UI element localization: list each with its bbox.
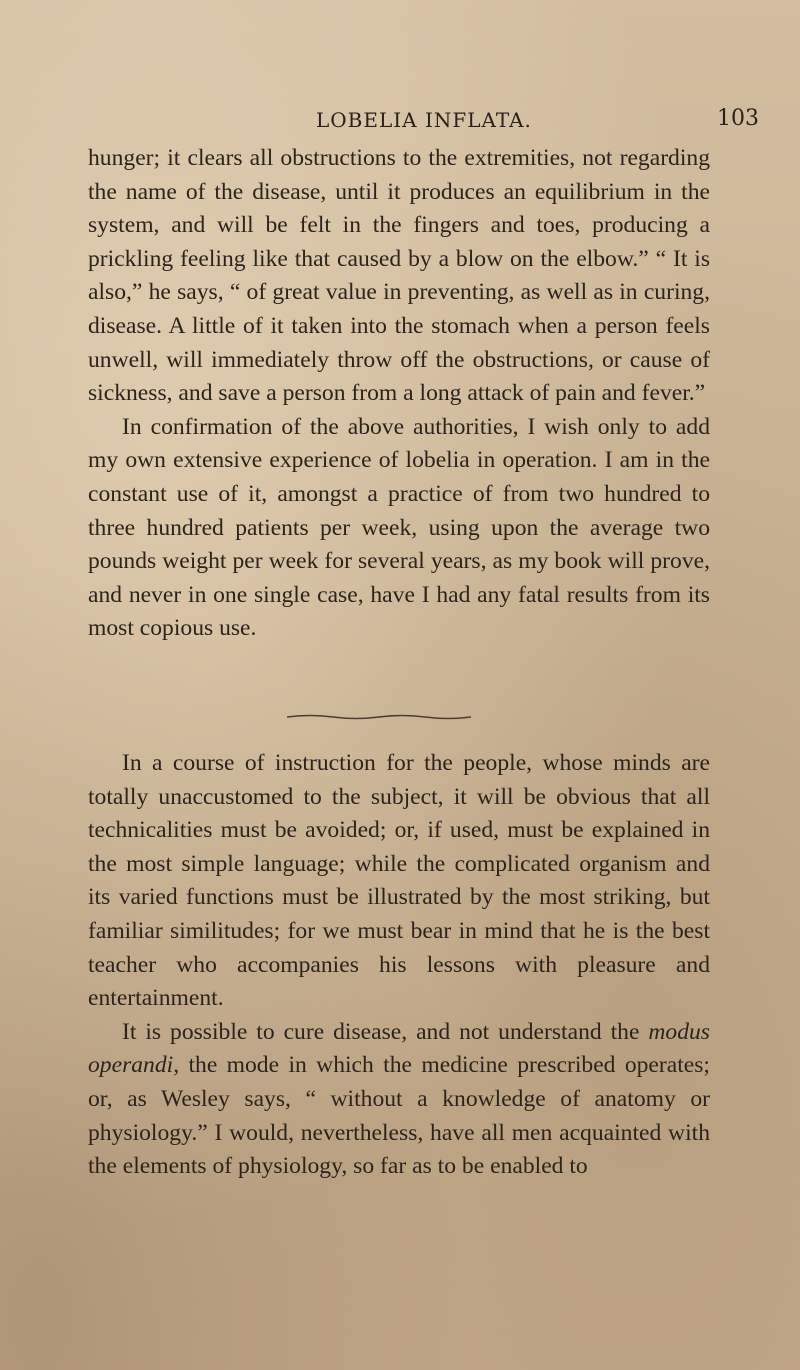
paragraph-continuation: hunger; it clears all obstructions to the extremities, not regarding the name of the disease, until it produces an equilibrium in the system, and will be felt in the fingers and toes, producing a prickling feeling like that caused by a blow on the elbow.” “ It is also,” he says, “ of great value in preventing, as well as in curing, disease. A little of it taken into the stomach when a person feels unwell, will immediately throw off the obstructions, or cause of sickness, and save a person from a long attack of pain and fever.” <box>88 145 710 407</box>
paragraph-modus-operandi <box>88 1016 710 1184</box>
section-divider-rule <box>287 712 471 722</box>
italic-term: modus operandi <box>88 1018 710 1079</box>
section-2-text <box>88 747 710 1184</box>
paragraph-instruction: In a course of instruction for the people, whose minds are totally unaccustomed to the subject, it will be obvious that all technicalities must be avoided; or, if used, must be explained in the most simple language; while the complicated organism and its varied functions must be illustrated by the most striking, but familiar similitudes; for we must bear in mind that he is the best teacher who accompanies his lessons with pleasure and entertainment. <box>88 750 710 1012</box>
text-run: It is possible to cure disease, and not understand the <box>122 1018 649 1045</box>
paragraph-confirmation: In confirmation of the above authorities, I wish only to add my own extensive experience of lobelia in operation. I am in the constant use of it, amongst a practice of from two hundred to three hundred patients per week, using upon the average two pounds weight per week for several years, as my book will prove, and never in one single case, have I had any fatal results from its most copious use. <box>88 413 710 642</box>
section-1-text <box>88 142 710 646</box>
running-title: LOBELIA INFLATA. <box>316 108 532 132</box>
text-run: , the mode in which the medicine prescribed operates; or, as Wesley says, “ without a knowledge of anatomy or physiology.” I would, nevertheless, have all men acquainted with the elements of physiology, so far as to be enabled to <box>88 1052 710 1180</box>
page-number: 103 <box>717 106 759 131</box>
